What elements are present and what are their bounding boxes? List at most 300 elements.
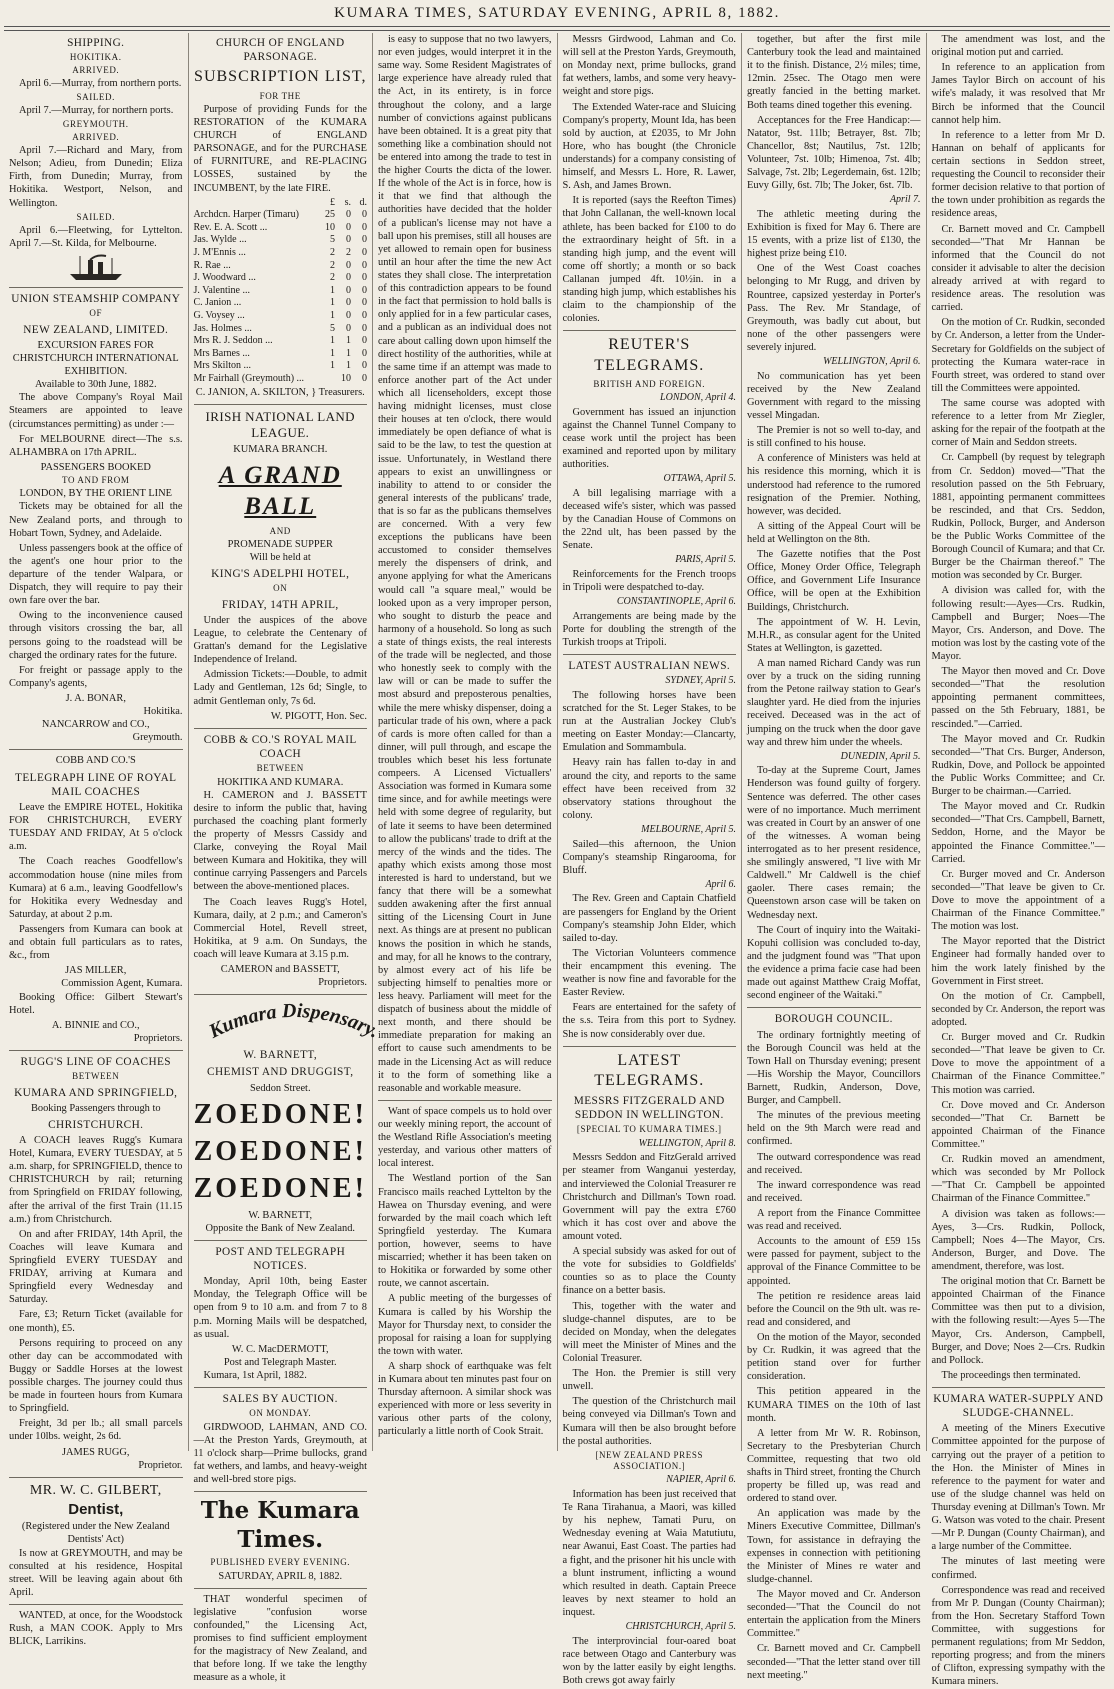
rugg-paragraph-5: Freight, 3d per lb.; all small parcels under 10lbs. weight, 2s 6d.	[9, 1418, 183, 1443]
shillings-header: s.	[344, 196, 351, 208]
paper-title: The Kumara Times.	[200, 1497, 360, 1554]
rugg-heading: RUGG'S LINE OF COACHES	[20, 1055, 171, 1068]
on-label: ON	[273, 583, 288, 594]
divider	[563, 1046, 737, 1047]
divider	[563, 330, 737, 331]
agent-bonar-place: Hokitika.	[143, 706, 183, 718]
telegram-item: The Court of inquiry into the Waitaki-Kopuhi collision was concluded to-day, and the judgment found was "That upon the evidence a prima facie case had been made out against Matthew Craig Moffat, second engineer of the Waitaki."	[747, 924, 921, 1002]
svg-text:Kumara Dispensary.	[204, 1000, 382, 1043]
council-item: The minutes of the previous meeting held on the 9th March were read and confirmed.	[747, 1110, 921, 1148]
subscriber-name: R. Rae ...	[193, 259, 231, 271]
dispensary-arched-title	[194, 999, 394, 1045]
amount-pounds: 2	[330, 259, 335, 271]
telegram-item: The Victorian Volunteers commence their encampment this evening. The weather is now fine and favorable for the Easter Review.	[562, 947, 736, 999]
booking-office: Booking Office: Gilbert Stewart's Hotel.	[9, 991, 183, 1016]
divider	[194, 404, 368, 405]
binnie-role: Proprietors.	[133, 1032, 183, 1044]
jas-miller-role: Commission Agent, Kumara.	[61, 978, 183, 990]
telegram-item: No communication has yet been received by the New Zealand Government with regard to the missing vessel Mingadan.	[747, 370, 921, 422]
chemist-label: CHEMIST AND DRUGGIST,	[207, 1066, 354, 1079]
earthquake-notice: A sharp shock of earthquake was felt in Kumara about ten minutes past four on Thursday afternoon. A similar shock was experienced with more or less severity in various other parts of the colony, particularly a little north of Cook Strait.	[378, 1360, 552, 1438]
council-item: The same course was adopted with reference to a letter from Mr Ziegler, asking for the repair of the footpath at the corner of Main and Seddon streets.	[931, 397, 1105, 449]
council-item: Cr. Burger moved and Cr. Anderson seconded—"That leave be given to Cr. Dove to move the appointment of a Chairman of the Finance Committee." The motion was lost.	[931, 868, 1105, 933]
rugg-paragraph-1: A COACH leaves Rugg's Kumara Hotel, Kumara, EVERY TUESDAY, at 5 a.m. sharp, for SPRINGFIELD, thence to CHRISTCHURCH by rail; returning from Springfield on FRIDAY following, after the arrival of the first Train (11.15 a.m.) from Christchurch.	[9, 1135, 183, 1225]
amount-pounds: 1	[330, 310, 335, 322]
special-label: [SPECIAL TO KUMARA TIMES.]	[576, 1124, 722, 1135]
union-paragraph-2: Tickets may be obtained for all the New Zealand ports, and through to Hobart Town, Sydney, and Adelaide.	[9, 501, 183, 539]
union-of: OF	[89, 308, 103, 319]
gilbert-paragraph: Is now at GREYMOUTH, and may be consulted at his residence, Hospital street. Will be leaving again about 6th April.	[9, 1547, 183, 1598]
girdwood-notice: Messrs Girdwood, Lahman and Co. will sell at the Preston Yards, Greymouth, on Monday next, prime bullocks, grand fat wethers, lambs, and some very heavy-weight and store pigs.	[562, 34, 736, 98]
church-heading: CHURCH OF ENGLAND PARSONAGE.	[215, 37, 345, 64]
subscriber-name: Mrs Skilton ...	[193, 360, 252, 372]
divider	[563, 654, 737, 655]
subscriber-name: Mrs Barnes ...	[193, 347, 250, 359]
council-item: The proceedings then terminated.	[941, 1369, 1081, 1381]
telegram-item: One of the West Coast coaches belonging to Mr Rugg, and driven by Rountree, capsized yesterday in Porter's Pass. The Rev. Mr Standage, of Greymouth, was badly cut about, but none of the other passengers were severely injured.	[747, 263, 921, 353]
agent-nancarrow: NANCARROW and CO.,	[41, 719, 150, 731]
amount-pounds: 1	[330, 347, 335, 359]
paper-date: SATURDAY, APRIL 8, 1882.	[218, 1570, 343, 1582]
held-at: Will be held at	[249, 552, 311, 563]
subscriber-name: Mrs R. J. Seddon ...	[193, 335, 273, 347]
masthead: KUMARA TIMES, SATURDAY EVENING, APRIL 8, 1882.	[4, 0, 1110, 27]
subscriber-name: Jas. Wylde ...	[193, 234, 247, 246]
council-item: Cr. Rudkin moved an amendment, which was seconded by Mr Pollock—"That Cr. Campbell be appointed Chairman of the Finance Committee."	[931, 1154, 1105, 1205]
subscription-row	[194, 373, 368, 386]
amount-pence: 0	[362, 322, 367, 334]
council-item: The Mayor moved and Cr. Rudkin seconded—"That Crs. Campbell, Barnett, Seddon, Horne, and the Mayor be appointed the Finance Committee."—Carried.	[931, 801, 1105, 865]
hokitika-heading: HOKITIKA.	[69, 52, 122, 63]
cobb2-between: BETWEEN	[256, 763, 304, 774]
subscriber-name: J. Woodward ...	[193, 272, 256, 284]
amount-pence: 0	[362, 221, 367, 233]
dateline: CONSTANTINOPLE, April 6.	[616, 596, 736, 608]
telegram-item: The Hon. the Premier is still very unwell.	[562, 1368, 736, 1393]
water-supply-heading: KUMARA WATER-SUPPLY AND SLUDGE-CHANNEL.	[933, 1392, 1104, 1420]
subscriber-name: J. Valentine ...	[193, 284, 250, 296]
amount-shillings: 1	[346, 360, 351, 372]
divider	[194, 1491, 368, 1492]
council-item: Cr. Campbell (by request by telegraph from Cr. Seddon) moved—"That the resolution passed on the 5th February, 1881, appointing permanent committees be rescinded, and that Crs. Seddon, Rudkin, Pollock, Burger, and Anderson be the Public Works Committee of the Borough Council of Kumara; and that Cr. Burger be the Chairman thereof." The motion was seconded by Cr. Burger.	[931, 452, 1105, 582]
subscription-row	[194, 272, 368, 285]
subscriber-name: G. Voysey ...	[193, 310, 245, 322]
water-item: Correspondence was read and received from Mr P. Dungan (County Chairman); from the Hon. Secretary Stafford Town Committee, with suggestions for permanent regulations; from Mr Seddon, reporting progress; and from the miners of Clifton, expressing sympathy with the Kumara miners.	[931, 1584, 1105, 1688]
greymouth-heading: GREYMOUTH.	[62, 119, 129, 130]
greymouth-arrivals: April 7.—Richard and Mary, from Nelson; Adieu, from Dunedin; Eliza Firth, from Dunedin; Murray, from Hokitika. Westport, Nelson, and Wellington.	[9, 145, 183, 209]
council-item: Cr. Barnett moved and Cr. Campbell seconded—"That Mr Hannan be informed that the Council do not consider it advisable to alter the decision already arrived at with regard to residence areas. The resolution was carried.	[931, 223, 1105, 314]
space-notice: Want of space compels us to hold over our weekly mining report, the account of the Westland Rifle Association's meeting yesterday, and various other matters of local interest.	[378, 1105, 552, 1170]
telegram-item: Arrangements are being made by the Porte for doubling the strength of the Turkish troops at Tripoli.	[562, 610, 736, 648]
council-item: The inward correspondence was read and received.	[747, 1179, 921, 1204]
union-paragraph-3: Unless passengers book at the office of the agent's one hour prior to the departure of the tender Walpara, or Dispatch, they will require to pay their own fare over the bar.	[9, 542, 183, 607]
post-telegraph-heading: POST AND TELEGRAPH NOTICES.	[215, 1245, 346, 1273]
council-item: The Mayor moved and Cr. Rudkin seconded—"That Crs. Burger, Anderson, Rudkin, Dove, and Pollock be appointed the Public Works Committee; and Cr. Burger to be chairman.—Carried.	[931, 733, 1105, 798]
amount-pounds: 1	[330, 284, 335, 296]
melbourne-notice: For MELBOURNE direct—The s.s. ALHAMBRA on 17th APRIL.	[9, 433, 183, 458]
telegram-item: The Gazette notifies that the Post Office, Money Order Office, Telegraph Office, and Government Life Insurance Office, will be open at the Exhibition Buildings, Christchurch.	[747, 549, 921, 613]
subscription-row	[194, 285, 368, 298]
subscription-row	[194, 360, 368, 373]
amount-shillings: 0	[346, 284, 351, 296]
grand-ball-heading: A GRAND BALL	[218, 461, 342, 521]
ball-date: FRIDAY, 14TH APRIL,	[221, 598, 339, 611]
council-item: Cr. Barnett moved and Cr. Campbell seconded—"That the letter stand over till next meeting."	[747, 1643, 921, 1681]
opposite-bank: Opposite the Bank of New Zealand.	[205, 1222, 355, 1234]
cobb2-paragraph-2: The Coach leaves Rugg's Hotel, Kumara, daily, at 2 p.m.; and Cameron's Commercial Hotel, Revell street, Hokitika, at 9 a.m. On Sundays, the coach will leave Kumara at 3.15 p.m.	[193, 896, 367, 960]
subscription-row	[194, 310, 368, 323]
london-orient: LONDON, BY THE ORIENT LINE	[19, 488, 172, 500]
fitzgerald-seddon-heading: MESSRS FITZGERALD AND SEDDON IN WELLINGTON.	[573, 1095, 725, 1122]
rugg-subheading: KUMARA AND SPRINGFIELD,	[14, 1086, 178, 1099]
barnett-name-2: W. BARNETT,	[248, 1209, 313, 1221]
council-item: On the motion of Cr. Rudkin, seconded by Cr. Anderson, a letter from the Under-Secretary for Goldfields on the subject of protecting the Kumara water-race in Fourth street, was ordered to stand over till the Committees were appointed.	[931, 317, 1105, 394]
rugg-paragraph-2: On and after FRIDAY, 14th April, the Coaches will leave Kumara and Springfield EVERY TUESDAY and FRIDAY, arriving at Kumara and Springfield every Wednesday and Saturday.	[9, 1228, 183, 1306]
dateline: CHRISTCHURCH, April 5.	[625, 1621, 736, 1633]
latest-telegrams-heading: LATEST TELEGRAMS.	[594, 1051, 705, 1089]
council-item: A letter from Mr W. R. Robinson, Secretary to the Presbyterian Church Committee, requesting that two old shafts in Third street, fronting the Church property be filled up, was read and ordered to stand over.	[747, 1427, 921, 1505]
subscription-row	[194, 234, 368, 247]
agent-nancarrow-place: Greymouth.	[132, 732, 183, 744]
telegram-item: The athletic meeting during the Exhibition is fixed for May 6. There are 15 events, with a prize list of £130, the highest prize being £10.	[747, 208, 921, 260]
dateline: LONDON, April 4.	[660, 392, 736, 404]
dentist-heading: Dentist,	[68, 1501, 124, 1519]
water-item: A meeting of the Miners Executive Committee appointed for the purpose of carrying out the prayer of a petition to the Hon. the Minister of Mines in reference to the payment for water and use of the sludge channel was held on Thursday evening at Dillman's Town. Mr G. Watson was voted to the chair. Present—Mr P. Dungan (County Chairman), and a large number of the Committee.	[931, 1423, 1105, 1553]
sailed-label: SAILED.	[76, 91, 115, 102]
amount-pence: 0	[362, 297, 367, 309]
amount-shillings: 0	[346, 234, 351, 246]
council-item: This petition appeared in the KUMARA TIMES on the 10th of last month.	[747, 1386, 921, 1424]
subscription-row	[194, 222, 368, 235]
amount-shillings: 0	[346, 272, 351, 284]
irish-league-heading: IRISH NATIONAL LAND LEAGUE.	[205, 408, 355, 441]
cobb-paragraph-2: The Coach reaches Goodfellow's accommodation house (nine miles from Kumara) at 6 a.m., leaving Goodfellow's for Hokitika every Wednesday and Saturday, at about 2 p.m.	[9, 856, 183, 920]
masthead-rule	[4, 27, 1110, 31]
jas-miller: JAS MILLER,	[65, 965, 127, 977]
greymouth-sailings: April 6.—Fleetwing, for Lyttelton. April 7.—St. Kilda, for Melbourne.	[9, 224, 183, 250]
amount-pounds: 5	[330, 234, 335, 246]
post-paragraph: Monday, April 10th, being Easter Monday, the Telegraph Office will be open from 9 to 10 a.m. and from 7 to 8 p.m. Morning Mails will be despatched, as usual.	[193, 1276, 367, 1340]
telegram-item: Information has been just received that Te Rana Tirahanua, a Maori, was killed by his nephew, Tamati Puru, on Wednesday evening at Waia Matutiutu, near Awanui, East Coast. The parties had a fight, and the prisoner hit his uncle with a blunt instrument, inflicting a wound which resulted in death. Captain Preece leaves by next steamer to hold an inquest.	[562, 1489, 736, 1618]
pounds-header: £	[330, 196, 335, 208]
council-item: The Mayor moved and Cr. Anderson seconded—"That the Council do not entertain the application from the Miners Committee."	[747, 1589, 921, 1640]
column-3	[373, 33, 558, 1451]
post-signature: W. C. MacDERMOTT,	[231, 1343, 329, 1355]
telegram-item: Fears are entertained for the safety of the s.s. Teira from this port to Sydney. She is now considerably over due.	[562, 1002, 736, 1040]
telegram-item: A man named Richard Candy was run over by a truck on the siding running from the Petone railway station to Gear's slaughter yard. He died from the injuries received. Deceased was in the act of jumping on the truck when the door gave way and threw him under the wheels.	[747, 658, 921, 748]
sales-paragraph: GIRDWOOD, LAHMAN, AND CO.—At the Preston Yards, Greymouth, at 11 o'clock sharp—Prime bullocks, grand fat wethers, and lambs, and heavy-weight and well-bred store pigs.	[193, 1421, 367, 1486]
amount-shillings: 10	[341, 373, 351, 384]
amount-pence: 0	[362, 247, 367, 259]
amount-pence: 0	[362, 209, 367, 221]
telegram-item: Reinforcements for the French troops in Tripoli were despatched to-day.	[562, 568, 736, 594]
callanan-notice: It is reported (says the Reefton Times) that John Callanan, the well-known local athlete, has been backed for £100 to do the extraordinary height of 5ft. in a standing high jump, and the event will come off shortly; a month or so back Callanan jumped 4ft. 10½in. in a standing high jump, which establishes his claim to the championship of the colonies.	[562, 195, 736, 325]
treasurers: C. JANION, A. SKILTON, } Treasurers.	[195, 386, 365, 398]
arrived-label-2: ARRIVED.	[72, 131, 120, 142]
amount-pence: 0	[362, 373, 367, 384]
subscription-row	[194, 323, 368, 336]
amount-pounds: 5	[330, 322, 335, 334]
zoedone-3: ZOEDONE!	[193, 1173, 367, 1205]
zoedone-2: ZOEDONE!	[193, 1136, 367, 1168]
gilbert-heading: MR. W. C. GILBERT,	[29, 1482, 162, 1498]
rugg-paragraph-3: Fare, £3; Return Ticket (available for one month), £5.	[9, 1309, 183, 1334]
council-item: Accounts to the amount of £59 15s were passed for payment, subject to the approval of the Finance Committee to be appointed.	[747, 1236, 921, 1287]
excursion-fares: EXCURSION FARES FOR CHRISTCHURCH INTERNATIONAL EXHIBITION.	[12, 339, 179, 378]
subscriber-name: Rev. E. A. Scott ...	[193, 221, 268, 233]
subscription-table	[194, 197, 368, 386]
column-2	[189, 33, 383, 1684]
wanted-notice: WANTED, at once, for the Woodstock Rush, a MAN COOK. Apply to Mrs BLICK, Larrikins.	[9, 1609, 183, 1648]
barnett-name: W. BARNETT,	[243, 1049, 318, 1062]
amount-pence: 0	[362, 360, 367, 372]
column-1	[4, 33, 189, 1648]
telegram-item: Sailed—this afternoon, the Union Company's steamship Ringarooma, for Bluff.	[562, 838, 736, 876]
divider	[9, 1050, 183, 1051]
admission-tickets: Admission Tickets:—Double, to admit Lady and Gentleman, 12s 6d; Single, to admit Gentleman only, 7s 6d.	[193, 669, 367, 707]
telegram-item: To-day at the Supreme Court, James Henderson was found guilty of forgery. Sentence was deferred. The other cases were of no importance. Much merriment was created in Court by an answer of one of the witnesses. A woman being interrogated as to her present residence, she smilingly answered, "I live with Mr Caldwell." Mr Caldwell is the chief gaoler. There cases remain; the Queenstown arson case will be taken on Wednesday next.	[747, 765, 921, 921]
amount-pence: 0	[362, 272, 367, 284]
sailed-label-2: SAILED.	[76, 211, 115, 222]
dispensary-title: Kumara Dispensary.	[205, 1000, 383, 1044]
steamship-icon	[66, 252, 126, 282]
binnie: A. BINNIE and CO.,	[51, 1019, 140, 1031]
council-item: On the motion of the Mayor, seconded by Cr. Rudkin, it was agreed that the petition stand over for further consideration.	[747, 1331, 921, 1383]
for-the-label: FOR THE	[259, 90, 301, 101]
amount-pounds: 10	[325, 221, 335, 233]
council-item: Cr. Burger moved and Cr. Rudkin seconded—"That leave be given to Cr. Dove to move the appointment of a Chairman of the Finance Committee." This motion was carried.	[931, 1032, 1105, 1096]
divider	[9, 1604, 183, 1605]
zoedone-1: ZOEDONE!	[193, 1098, 367, 1130]
borough-council-heading: BOROUGH COUNCIL.	[774, 1013, 893, 1026]
council-item: The amendment was lost, and the original motion put and carried.	[931, 34, 1105, 59]
council-item: The petition re residence areas laid before the Council on the 9th ult. was re-read and considered, and	[747, 1290, 921, 1328]
council-item: In reference to an application from James Taylor Birch on account of his wife's malady, it was resolved that Mr Birch be informed that the Council cannot help him.	[931, 62, 1105, 126]
divider	[932, 1387, 1106, 1388]
amount-shillings: 0	[346, 322, 351, 334]
union-heading: UNION STEAMSHIP COMPANY	[11, 293, 181, 306]
union-paragraph-5: For freight or passage apply to the Company's agents,	[9, 664, 183, 689]
amount-pounds: 25	[325, 209, 335, 221]
union-paragraph-4: Owing to the inconvenience caused through visitors crossing the bar, all persons going to the roadstead will be charged the ordinary rates for the future.	[9, 610, 183, 661]
on-monday: ON MONDAY.	[249, 1408, 312, 1419]
subscription-row	[194, 348, 368, 361]
union-subheading: NEW ZEALAND, LIMITED.	[23, 323, 169, 336]
sales-heading: SALES BY AUCTION.	[222, 1393, 338, 1406]
dateline: DUNEDIN, April 5.	[840, 750, 921, 762]
telegram-item: The interprovincial four-oared boat race between Otago and Canterbury was won by the latter easily by eight lengths. Both crews got away fairly	[562, 1635, 736, 1687]
divider	[378, 1100, 552, 1101]
post-role: Post and Telegraph Master.	[223, 1356, 337, 1368]
rugg-role: Proprietor.	[138, 1459, 183, 1471]
cobb2-subheading: HOKITIKA AND KUMARA.	[217, 776, 344, 788]
reuters-heading: REUTER'S TELEGRAMS.	[594, 336, 705, 374]
rugg-christchurch: CHRISTCHURCH.	[48, 1118, 144, 1131]
amount-shillings: 0	[346, 297, 351, 309]
water-race-notice: The Extended Water-race and Sluicing Company's property, Mount Ida, has been sold by auction, at £2035, to Mr John Hore, who has bought (the Chronicle understands) for a company consisting of himself, and Messrs L. Hore, R. Lawer, S. Ash, and James Brown.	[562, 101, 736, 192]
subscription-header-row	[194, 197, 368, 210]
cobb-paragraph-3: Passengers from Kumara can book at and obtain full particulars as to rates, &c., from	[9, 923, 183, 962]
subscriber-name: Jas. Holmes ...	[193, 322, 252, 334]
dateline: MELBOURNE, April 5.	[641, 823, 736, 835]
council-item: The ordinary fortnightly meeting of the Borough Council was held at the Town Hall on Thursday evening; present—His Worship the Mayor, Councillors Barnett, Rudkin, Anderson, Dove, Burger, and Campbell.	[747, 1029, 921, 1107]
telegram-item: This, together with the water and sludge-channel disputes, are to be decided on Monday, when the delegates will meet the Minister of Mines and the Colonial Treasurer.	[562, 1300, 736, 1364]
rugg-between: BETWEEN	[72, 1071, 120, 1082]
dateline: OTTAWA, April 5.	[663, 473, 736, 485]
amount-shillings: 1	[346, 335, 351, 347]
amount-pence: 0	[362, 347, 367, 359]
james-rugg: JAMES RUGG,	[61, 1446, 130, 1458]
kings-adelphi-hotel: KING'S ADELPHI HOTEL,	[211, 568, 350, 581]
column-5	[742, 33, 927, 1681]
pence-header: d.	[359, 196, 367, 208]
cobb2-signature: CAMERON and BASSETT,	[220, 964, 340, 976]
cobb2-role: Proprietors.	[318, 977, 367, 989]
divider	[747, 1007, 921, 1008]
amount-pounds: 2	[330, 247, 335, 259]
promenade-supper: PROMENADE SUPPER	[227, 538, 333, 550]
agent-bonar: J. A. BONAR,	[65, 693, 126, 704]
available-date: Available to 30th June, 1882.	[34, 379, 157, 391]
divider	[194, 1387, 368, 1388]
subscriber-name: J. M'Ennis ...	[193, 247, 246, 259]
amount-shillings: 0	[346, 221, 351, 233]
to-and-from: TO AND FROM	[62, 475, 130, 486]
editorial-opening: THAT wonderful specimen of legislative "confusion worse confounded," the Licensing Act, promises to find sufficient employment for the magistracy of New Zealand, and that before long. If we take the lengthy measure as a whole, it	[193, 1593, 367, 1684]
telegram-item: A special subsidy was asked for out of the vote for subsidies to Goldfields' counties so as to place the County finance on a better basis.	[562, 1246, 736, 1297]
telegram-item: Messrs Seddon and FitzGerald arrived per steamer from Wanganui yesterday, and interviewed the Colonial Treasurer re Christchurch and Dillman's Town road. Government will pay the extra £760 which it has cost over and above the amount voted.	[562, 1152, 736, 1243]
column-4	[558, 33, 743, 1687]
columns	[4, 33, 1110, 1688]
amount-shillings: 0	[346, 209, 351, 221]
subscriber-name: C. Janion ...	[193, 297, 242, 309]
boat-race-continued: together, but after the first mile Canterbury took the lead and maintained it to the finish. Distance, 2½ miles; time, 12min. 25sec. The Otago men were greatly fancied in the betting market. Both teams dined together this evening.	[747, 34, 921, 111]
amount-pounds	[319, 373, 335, 386]
council-item: A division was called for, with the following result:—Ayes—Crs. Rudkin, Campbell and Burger; Noes—The Mayor, Crs. Anderson, and Dove. The motion was lost by the casting vote of the Mayor.	[931, 585, 1105, 663]
amount-shillings: 2	[346, 247, 351, 259]
divider	[194, 1240, 368, 1241]
amount-pounds: 1	[330, 335, 335, 347]
british-foreign: BRITISH AND FOREIGN.	[593, 378, 706, 389]
telegram-item: The following horses have been scratched for the St. Leger Stakes, to be run at the Australian Jockey Club's meeting on Easter Monday:—Clancarty, Emulation and Sommambula.	[562, 689, 736, 754]
cobb2-paragraph-1: H. CAMERON and J. BASSETT desire to inform the public that, having purchased the coaching plant formerly the property of Messrs Cassidy and Clarke, conveying the Royal Mail between Kumara and Hokitika, they will continue carrying Passengers and Parcels between the above-mentioned places.	[193, 789, 367, 893]
union-paragraph-1: The above Company's Royal Mail Steamers are appointed to leave (circumstances permitting) as under :—	[9, 392, 183, 430]
subscriber-name: Mr Fairhall (Greymouth) ...	[193, 373, 305, 384]
shipping-heading: SHIPPING.	[67, 37, 125, 49]
published-label: PUBLISHED EVERY EVENING.	[210, 1557, 351, 1568]
passengers-booked: PASSENGERS BOOKED	[40, 461, 151, 473]
hokitika-arrivals: April 6.—Murray, from northern ports.	[19, 77, 182, 89]
divider	[9, 1477, 183, 1478]
column-6	[927, 33, 1111, 1688]
subscription-purpose: Purpose of providing Funds for the RESTORATION of the KUMARA CHURCH of ENGLAND PARSONAGE, and for the PURCHASE of FURNITURE, and RE-PLACING LOSSES, sustained by the INCUMBENT, by the late FIRE.	[193, 103, 367, 194]
divider	[9, 287, 183, 288]
telegram-item: The Premier is not so well to-day, and is still confined to his house.	[747, 425, 921, 450]
dateline: WELLINGTON, April 8.	[638, 1137, 736, 1149]
subscription-row	[194, 260, 368, 273]
and-label: AND	[269, 525, 291, 536]
dateline: NAPIER, April 6.	[666, 1474, 736, 1486]
divider	[194, 728, 368, 729]
council-item: The outward correspondence was read and received.	[747, 1151, 921, 1176]
amount-shillings: 0	[346, 259, 351, 271]
divider	[194, 994, 368, 995]
council-item: A division was taken as follows:—Ayes, 3—Crs. Rudkin, Pollock, Campbell; Noes 4—The Mayor, Crs. Anderson, Burger, and Dove. The amendment, therefore, was lost.	[931, 1208, 1105, 1272]
rugg-paragraph-4: Persons requiring to proceed on any other day can be accommodated with Buggy or Saddle Horses at the lowest possible charges. The journey could thus be made in fourteen hours from Kumara to Springfield.	[9, 1337, 183, 1415]
amount-pence: 0	[362, 234, 367, 246]
amount-pence: 0	[362, 284, 367, 296]
rugg-booking: Booking Passengers through to	[30, 1102, 161, 1114]
gilbert-registration: (Registered under the New Zealand Dentists' Act)	[21, 1521, 170, 1546]
subscription-row	[194, 209, 368, 222]
dateline: WELLINGTON, April 6.	[823, 356, 921, 368]
telegram-item: Heavy rain has fallen to-day in and around the city, and reports to the same effect have been received from 32 observatory stations throughout the colony.	[562, 757, 736, 821]
pigott-signature: W. PIGOTT, Hon. Sec.	[270, 710, 367, 722]
post-date: Kumara, 1st April, 1882.	[203, 1370, 307, 1382]
amount-pence: 0	[362, 259, 367, 271]
council-item: In reference to a letter from Mr D. Hannan on behalf of applicants for certain sections in Seddon street, requesting the Council to reconsider their former decision relative to that portion of the town under prohibition as regards the residence areas,	[931, 129, 1105, 220]
subscription-heading: SUBSCRIPTION LIST,	[194, 68, 367, 86]
arrived-label: ARRIVED.	[72, 64, 120, 75]
telegram-item: The Rev. Green and Captain Chatfield are passengers for England by the Orient Company's steamship John Elder, which sailed to-day.	[562, 893, 736, 944]
dateline: PARIS, April 5.	[675, 554, 736, 566]
telegram-item: The question of the Christchurch mail being conveyed via Dillman's Town and Kumara will then be also brought before the postal authorities.	[562, 1396, 736, 1447]
dateline: SYDNEY, April 5.	[665, 675, 736, 687]
council-item: Cr. Dove moved and Cr. Anderson seconded—"That Cr. Barnett be appointed Chairman of the Finance Committee."	[931, 1099, 1105, 1150]
divider	[9, 749, 183, 750]
seddon-street: Seddon Street.	[249, 1082, 311, 1094]
mails-notice: The Westland portion of the San Francisco mails reached Lyttelton by the Hawea on Thursday evening, and were forwarded by the mail coach which left Springfield yesterday. The Kumara portion, however, seems to have miscarried; whether it has been taken on to Hokitika or forwarded by some other route, we cannot ascertain.	[378, 1173, 552, 1290]
dateline: April 6.	[705, 878, 736, 890]
ball-paragraph: Under the auspices of the above League, to celebrate the Centenary of Grattan's demand for the Legislative Independence of Ireland.	[193, 614, 367, 666]
council-item: The Mayor reported that the District Engineer had formally handed over to him the work lately finished by the Government in First street.	[931, 936, 1105, 987]
subscriber-name: Archdcn. Harper (Timaru)	[193, 209, 299, 221]
council-item: The original motion that Cr. Barnett be appointed Chairman of the Finance Committee was then put to a division, with the following result:—Ayes 5—The Mayor, Crs. Anderson, Campbell, Burger, and Dove; Noes 2—Crs. Rudkin and Pollock.	[931, 1276, 1105, 1366]
amount-pence: 0	[362, 310, 367, 322]
cobb-heading: COBB AND CO.'S	[55, 755, 136, 767]
hokitika-sailings: April 7.—Murray, for northern ports.	[19, 105, 174, 117]
amount-pounds: 1	[330, 360, 335, 372]
subscription-row	[194, 247, 368, 260]
dateline: April 7.	[889, 194, 921, 206]
cobb-paragraph-1: Leave the EMPIRE HOTEL, Hokitika FOR CHRISTCHURCH, EVERY TUESDAY AND FRIDAY, At 5 o'clock a.m.	[9, 801, 183, 853]
amount-pounds: 1	[330, 297, 335, 309]
telegram-item: A sitting of the Appeal Court will be held at Wellington on the 8th.	[747, 520, 921, 546]
amount-shillings: 0	[346, 310, 351, 322]
telegram-item: A bill legalising marriage with a deceased wife's sister, which was passed by the Canadian House of Commons on the 22nd ult, has been passed by the Senate.	[562, 487, 736, 552]
council-item: A report from the Finance Committee was read and received.	[747, 1207, 921, 1233]
amount-shillings: 1	[346, 347, 351, 359]
council-item: On the motion of Cr. Campbell, seconded by Cr. Anderson, the report was adopted.	[931, 990, 1105, 1028]
council-item: The Mayor then moved and Cr. Dove seconded—"That the resolution appointing permanent committees, passed on the 5th February, 1881, be rescinded."—Carried.	[931, 666, 1105, 730]
amount-pence: 0	[362, 335, 367, 347]
telegram-item: A conference of Ministers was held at his residence this morning, which it is understood had reference to the rumored resignation of the Premier. Nothing, however, was decided.	[747, 453, 921, 517]
telegraph-line-heading: TELEGRAPH LINE OF ROYAL MAIL COACHES	[15, 771, 177, 798]
subscription-row	[194, 335, 368, 348]
telegram-item: The appointment of W. H. Levin, M.H.R., as consular agent for the United States at Wellington, is gazetted.	[747, 616, 921, 654]
water-item: The minutes of last meeting were confirmed.	[931, 1556, 1105, 1581]
divider	[194, 1588, 368, 1589]
telegram-item: Government has issued an injunction against the Channel Tunnel Company to cease work until the project has been examined and reported upon by military authorities.	[562, 406, 736, 471]
kumara-branch: KUMARA BRANCH.	[233, 444, 328, 456]
press-association-label: [NEW ZEALAND PRESS ASSOCIATION.]	[595, 1449, 704, 1472]
cobb-royal-mail-heading: COBB & CO.'S ROYAL MAIL COACH	[203, 733, 357, 760]
editorial-continued: is easy to suppose that no two lawyers, nor even judges, would interpret it in the same way. Some Resident Magistrates of large experience have already ruled that the Act, in its entirety, is in force throughout the colony, and a large number of convictions against publicans have been obtained. It is a great pity that something like a combination should not be entered into among the trade to test in the higher Courts the dicta of the lower. If the whole of the Act is in force, how is it that we find that although the authorities have decided that the holder of a publican's license may not have a ball upon his premises, still all houses are yet allowed to remain open for business until an hour after the time the new Act states they shall close. The interpretation of this contradiction appears to be found in the fact that permission to hold balls is only applied for in a few particular cases, and a publican as an individual does not care about calling down upon himself the direct hostility of the authorities, while at the same time if an attempt was made to enforce another part of the Act under which all licenseholders, except those having midnight licenses, must close their houses at ten o'clock, there would immediately be open defiance of what is said to be the law, to test the question at issue. Unfortunately, in Westland there appears to exist an unwillingness or inability to attend to or consider the general interests of the publicans' trade, that is so far as the publicans themselves are concerned. With a very few exceptions the publicans have been accustomed to consider themselves merely the dispensers of drink, and anyone applying for what the Americans would call "a square meal," would be looked upon as a very improper person, who sought to disturb the peace and harmony of a household. So long as such a state of things exists, the real interests of the trade will be neglected, and those who honestly seek to comply with the law will or can be made to suffer the most absurd and preposterous penalties, while the mere whisky dispenser, doing a particular trade of his own, where a pack of cards is more often called for than a dinner, will pull through, and escape the troubles which beset his less fortunate compeers. A Licensed Victuallers' Association was formed in Kumara some time since, and for awhile meetings were held with some degree of regularity, but of late it seems to have been determined to allow the publicans' trade to drift at the mercy of the winds and the tides. The apathy which exists among those most interested is hard to understand, but we fancy that there will be a somewhat sudden awakening after the first annual sitting of the Licensing Court in June next. As things are at present no publican knows the position in which he stands, and may, for all he knows to the contrary, by almost every act of his life be subjecting himself to penalties more or less heavy. Parliament will meet for the dispatch of business about the middle of next month, and there should be immediate preparation for making an effort to cause such amendments to be made in the Licensing Act as will reduce it to the form of something like a reasonable and workable measure.	[378, 34, 552, 1094]
handicap-acceptances: Acceptances for the Free Handicap:—Natator, 9st. 11lb; Betrayer, 8st. 7lb; Chancellor, 8st; Nautilus, 7st. 12lb; Volunteer, 7st. 10lb; Himenoa, 7st. 4lb; Salvage, 7st. 2lb; Legerdemain, 6st. 12lb; Euvy Gilly, 6st. 7lb; The Joker, 6st. 7lb.	[747, 114, 921, 192]
public-meeting-notice: A public meeting of the burgesses of Kumara is called by his Worship the Mayor for Thursday next, to consider the proposal for raising a loan for supplying the town with water.	[378, 1293, 552, 1357]
council-item: An application was made by the Miners Executive Committee, Dillman's Town, for assistance in defraying the expenses in connection with petitioning the Minister of Mines re water and sludge-channel.	[747, 1508, 921, 1585]
australian-news-heading: LATEST AUSTRALIAN NEWS.	[568, 660, 731, 673]
